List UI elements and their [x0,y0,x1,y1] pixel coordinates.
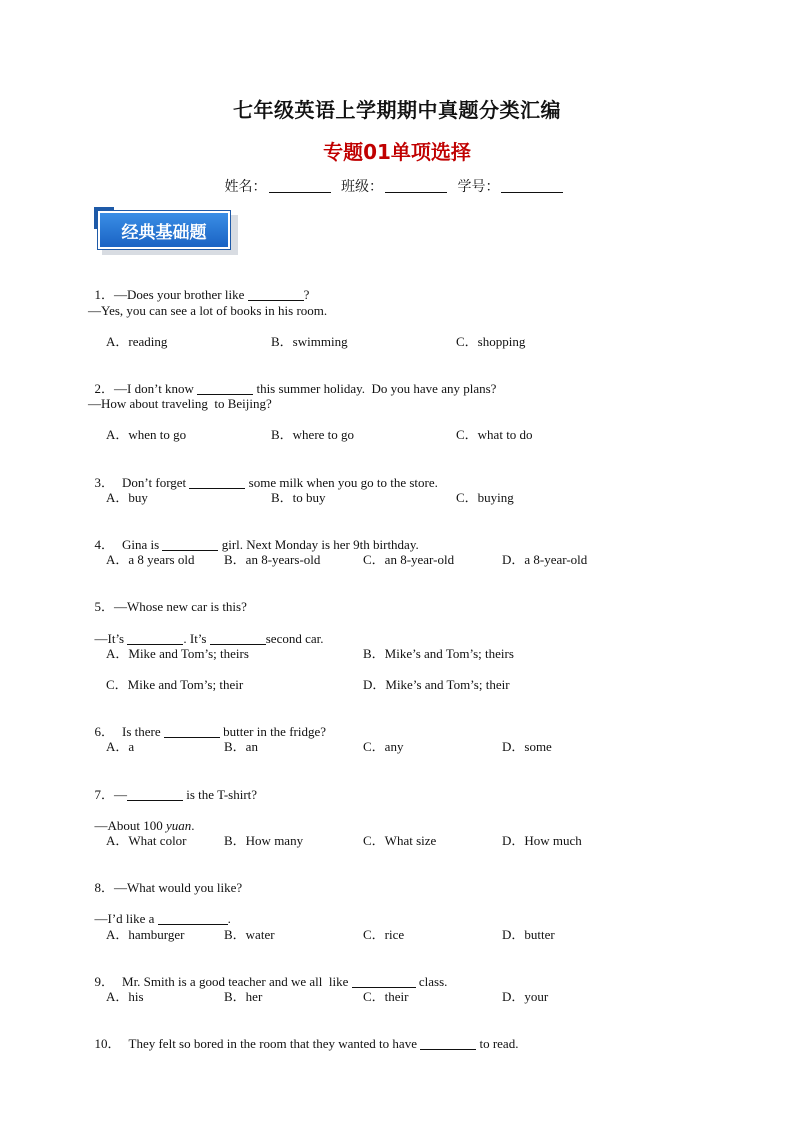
option-a[interactable]: A．a 8 years old [106,552,195,567]
option-d[interactable]: D．a 8-year-old [502,552,588,567]
option-c[interactable]: C．buying [456,490,514,505]
option-a[interactable]: A．when to go [106,427,187,442]
question-9: 9． Mr. Smith is a good teacher and we all like class. [94,974,448,989]
option-d[interactable]: D．How much [502,833,582,848]
question-7: 7．— is the T-shirt? [94,787,258,802]
question-number: 5． [94,599,115,614]
option-a[interactable]: A．Mike and Tom’s; theirs [106,646,249,661]
question-number: 2． [94,381,115,396]
option-b[interactable]: B．water [224,927,275,942]
question-number: 9． [94,974,115,989]
answer-blank[interactable] [164,725,220,738]
option-c[interactable]: C．shopping [456,334,526,349]
id-blank[interactable] [501,192,563,193]
document-subtitle: 专题01单项选择 [323,140,471,164]
question-1: 1．—Does your brother like ? [94,287,310,302]
answer-blank[interactable] [420,1037,476,1050]
section-badge-label: 经典基础题 [98,211,230,249]
option-c[interactable]: C．What size [363,833,437,848]
name-blank[interactable] [269,192,331,193]
question-5-line-2: —It’s . It’s second car. [94,631,324,646]
question-8: 8．—What would you like? [94,880,243,895]
option-c[interactable]: C．rice [363,927,405,942]
option-a[interactable]: A．a [106,739,135,754]
option-a[interactable]: A．his [106,989,144,1004]
option-c[interactable]: C．what to do [456,427,533,442]
option-a[interactable]: A．What color [106,833,187,848]
question-number: 1． [94,287,115,302]
option-b[interactable]: B．Mike’s and Tom’s; theirs [363,646,514,661]
answer-blank[interactable] [248,288,304,301]
answer-blank[interactable] [127,632,183,645]
option-b[interactable]: B．How many [224,833,304,848]
question-10: 10． They felt so bored in the room that they wanted to have to read. [94,1036,519,1051]
question-6: 6． Is there butter in the fridge? [94,724,327,739]
option-d[interactable]: D．butter [502,927,555,942]
answer-blank[interactable] [210,632,266,645]
question-8-line-2: —I’d like a . [94,911,231,926]
question-number: 4． [94,537,115,552]
answer-blank[interactable] [189,476,245,489]
section-badge [94,207,240,257]
question-2: 2．—I don’t know this summer holiday. Do you have any plans? [94,381,497,396]
id-label: 学号： [457,179,500,195]
question-4: 4． Gina is girl. Next Monday is her 9th birthday. [94,537,419,552]
question-1-line-2: —Yes, you can see a lot of books in his room. [88,303,328,318]
question-number: 7． [94,787,115,802]
option-b[interactable]: B．where to go [271,427,355,442]
class-label: 班级： [341,179,383,195]
option-a[interactable]: A．reading [106,334,168,349]
answer-blank[interactable] [352,975,416,988]
option-b[interactable]: B．swimming [271,334,348,349]
question-number: 10． [94,1036,121,1051]
option-c[interactable]: C．Mike and Tom’s; their [106,677,244,692]
option-c[interactable]: C．any [363,739,404,754]
option-d[interactable]: D．some [502,739,552,754]
question-number: 8． [94,880,115,895]
option-b[interactable]: B．her [224,989,263,1004]
option-c[interactable]: C．an 8-year-old [363,552,455,567]
option-c[interactable]: C．their [363,989,409,1004]
question-3: 3． Don’t forget some milk when you go to the store. [94,475,438,490]
option-d[interactable]: D．Mike’s and Tom’s; their [363,677,510,692]
question-5: 5．—Whose new car is this? [94,599,247,614]
option-b[interactable]: B．to buy [271,490,326,505]
answer-blank[interactable] [197,382,253,395]
answer-blank[interactable] [158,912,228,925]
answer-blank[interactable] [127,788,183,801]
option-b[interactable]: B．an [224,739,258,754]
question-number: 3． [94,475,115,490]
question-number: 6． [94,724,115,739]
answer-blank[interactable] [162,538,218,551]
question-7-line-2: —About 100 yuan. [94,818,195,833]
option-a[interactable]: A．buy [106,490,148,505]
class-blank[interactable] [385,192,447,193]
question-2-line-2: —How about traveling to Beijing? [88,396,272,411]
option-b[interactable]: B．an 8-years-old [224,552,321,567]
student-info-row [0,176,794,196]
document-title: 七年级英语上学期期中真题分类汇编 [233,98,561,122]
option-a[interactable]: A．hamburger [106,927,185,942]
name-label: 姓名： [224,179,267,195]
option-d[interactable]: D．your [502,989,549,1004]
